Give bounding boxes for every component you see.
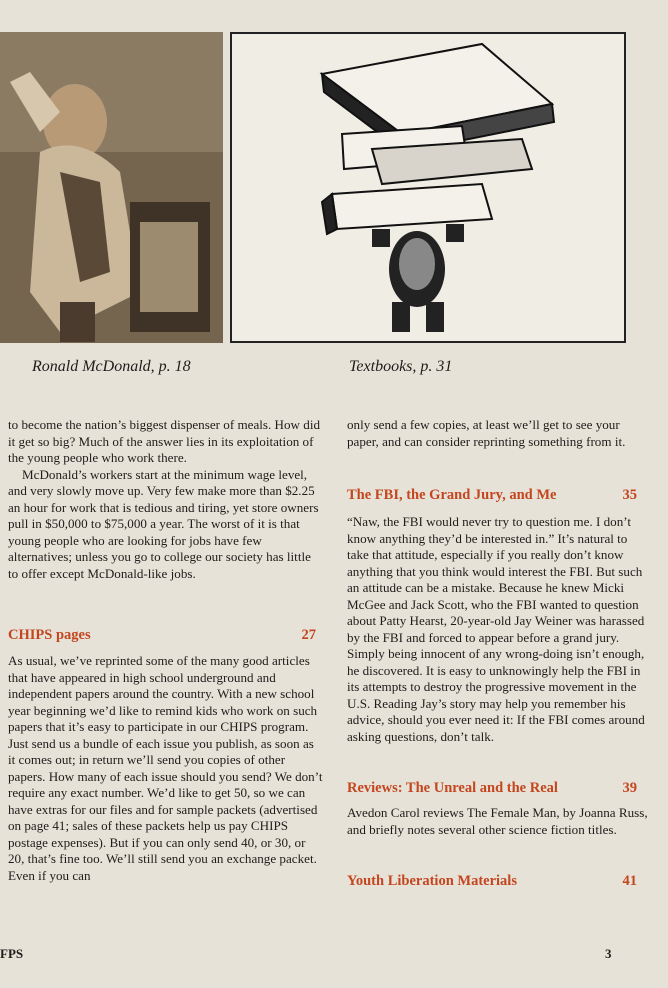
reviews-body-block — [347, 805, 652, 838]
chips-title: CHIPS pages — [8, 627, 91, 643]
textbooks-illustration — [230, 32, 626, 343]
youth-title: Youth Liberation Materials — [347, 873, 517, 889]
footer-page-number: 3 — [605, 946, 612, 961]
reviews-title: Reviews: The Unreal and the Real — [347, 780, 558, 796]
caption-ronald-mcdonald: Ronald McDonald, p. 18 — [32, 358, 191, 375]
section-heading-chips[interactable] — [8, 627, 316, 644]
left-column — [8, 417, 323, 582]
intro-paragraph-2: McDonald’s workers start at the minimum wage level, and very slowly move up. Very few make more than $2.25 an hour for work that is tedious and tiring, yet store owners pull in $50,000 to $75,000 a year. The worst of it is that young people who are looking for jobs have few alternatives; unless you go to college our society has little to offer except McDonald-like jobs. — [8, 466, 319, 581]
chips-body-block — [8, 653, 323, 884]
section-heading-youth[interactable] — [347, 873, 637, 890]
reviews-page-number: 39 — [622, 780, 637, 796]
footer-publication: FPS — [0, 946, 24, 961]
fbi-body: “Naw, the FBI would never try to question me. I don’t know anything they’d be interested in.” It’s natural to take that attitude, especially if you really don’t know anything that you think would interest the FBI. But such an attitude can be a mistake. Because he knew Micki McGee and Jack Scott, who the FBI wanted to question about Patty Hearst, 20-year-old Jay Weiner was harassed by the FBI and forced to appear before a grand jury. Simply being innocent of any wrong-doing isn’t enough, he discovered. It is easy to unknowingly help the FBI in its attempts to destroy the progressive movement in the U.S. Reading Jay’s story may help you remember his advice, should you ever need it: If the FBI comes around asking questions, don’t talk. — [347, 514, 645, 744]
fbi-body-block — [347, 514, 652, 745]
ronald-mcdonald-photo — [0, 32, 223, 343]
caption-textbooks: Textbooks, p. 31 — [349, 358, 453, 375]
continued-paragraph-block — [347, 417, 652, 450]
chips-page-number: 27 — [301, 627, 316, 643]
reviews-body: Avedon Carol reviews The Female Man, by Joanna Russ, and briefly notes several other science fiction titles. — [347, 805, 648, 837]
continued-paragraph: only send a few copies, at least we’ll get to see your paper, and can consider reprinting something from it. — [347, 417, 626, 449]
intro-paragraph-1: to become the nation’s biggest dispenser of meals. How did it get so big? Much of the answer lies in its exploitation of the young people who work there. — [8, 417, 321, 465]
section-heading-reviews[interactable] — [347, 780, 637, 797]
youth-page-number: 41 — [622, 873, 637, 889]
section-heading-fbi[interactable] — [347, 487, 637, 504]
chips-body: As usual, we’ve reprinted some of the many good articles that have appeared in high school underground and independent papers around the country. With a new school year beginning we’d like to remind kids who work on such papers that it’s easy to participate in our CHIPS program. Just send us a bundle of each issue you publish, as soon as it comes out; in return we’ll send you copies of other papers. How many of each issue should you send? We don’t require any exact number. We’d like to get 50, so we can have extras for our files and for sample packets (advertised on page 41; sales of these packets help us pay CHIPS postage expenses). But if you can only send 40, or 30, or 20, that’s fine too. We’ll still send you an exchange packet. Even if you can — [8, 653, 323, 883]
fbi-title: The FBI, the Grand Jury, and Me — [347, 487, 557, 503]
fbi-page-number: 35 — [622, 487, 637, 503]
